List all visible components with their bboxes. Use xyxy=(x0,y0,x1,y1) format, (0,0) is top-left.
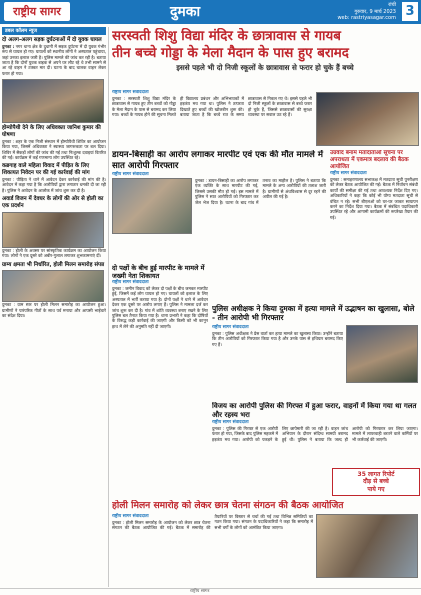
main-story-headline-block xyxy=(112,28,418,86)
badge-line2: दौड़ से बच्चे xyxy=(363,478,389,486)
holi-byline: राष्ट्रीय सागर संवाददाता xyxy=(112,514,149,519)
police-headline: पुलिस अधीक्षक ने किया दुमका में हत्या मामले में उद्भाषन का खुलासा, बोले - तीन आरोपी भी गिरफ्तार xyxy=(212,304,415,323)
edition-meta xyxy=(332,2,396,22)
left-story-1-body: दुमका : नगर थाना क्षेत्र के दुधानी में सड़क दुर्घटना में दो युवक गंभीर रूप से घायल हो गए। घायलों को स्थानीय लोगों ने अस्पताल पहुंचाया, जहां उनका इलाज जारी है। पुलिस मामले की जांच कर रही है। बताया जाता है कि दोनों युवक बाइक से अपने घर लौट रहे थे तभी सामने से आ रहे वाहन ने टक्कर मार दी। घटना के बाद चालक वाहन लेकर फरार हो गया। xyxy=(2,43,106,76)
left-story-3-headline: कब्रगाह वाले महिला विवाद में पीड़ित के लिए शिकायत निवेदन पर की गई कार्रवाई की मांग xyxy=(2,163,90,177)
footer-rule xyxy=(0,588,421,589)
left-story-2-photo xyxy=(2,79,104,123)
right-top-story xyxy=(330,150,418,300)
page-number: 3 xyxy=(402,2,418,21)
left-story-5-body: दुमका : ग्राम स्तर पर होली मिलन समारोह का आयोजन हुआ। ग्रामीणों ने पारंपरिक गीतों के साथ पर्व मनाया और आपसी भाईचारे का संदेश दिया। xyxy=(2,302,106,319)
two-sides-body: दुमका : जमीन विवाद को लेकर दो पक्षों के बीच जमकर मारपीट हुई, जिसमें कई लोग घायल हो गए। घायलों को इलाज के लिए अस्पताल में भर्ती कराया गया है। दोनों पक्षों ने थाने में आवेदन देकर एक दूसरे पर आरोप लगाए हैं। पुलिस ने मामला दर्ज कर जांच शुरू कर दी है। गांव में शांति व्यवस्था बनाए रखने के लिए पुलिस बल तैनात किया गया है। थाना प्रभारी ने कहा कि दोषियों के विरुद्ध कड़ी कार्रवाई की जाएगी और किसी को भी कानून हाथ में लेने की अनुमति नहीं दी जाएगी। xyxy=(112,286,208,329)
vijay-body: दुमका : पुलिस की गिरफ्त से एक आरोपी फरार हो गया, जिसके बाद पुलिस महकमे में हड़कंप मच गया। आरोपी को पकड़ने के लिए छापेमारी की जा रही है। वाहन जांच अभियान के दौरान संदिग्ध सामग्री बरामद हुई थी। पुलिस ने बताया कि जल्द ही आरोपी को गिरफ्तार कर लिया जाएगा। मामले में लापरवाही बरतने वाले कर्मियों पर भी कार्रवाई की जाएगी। xyxy=(212,426,418,442)
double-column-kicker: डबल कॉलम न्यूज xyxy=(2,27,106,35)
badge-line3: पाये गए xyxy=(367,485,385,493)
left-story-1-headline: दो अलग-अलग सड़क दुर्घटनाओं में दो युवक घायल xyxy=(2,37,102,43)
police-story xyxy=(212,304,418,398)
footer-text: राष्ट्रीय सागर xyxy=(190,589,210,594)
badge-line1: 35 लागत रिपोर्ट xyxy=(357,471,395,478)
right-top-headline: उग्रवाद बनाम मतादाताओं सूचना पर अपराधता में एकमात्र बदलाव की बैठक आयोजित xyxy=(330,150,409,170)
main-story-photo xyxy=(316,92,419,146)
main-subheadline: इससे पहले भी दो निजी स्कूलों के छात्रावास से फरार हो चुके हैं बच्चे xyxy=(176,63,354,72)
left-story-4-headline: अवार्ड विजन में देवघर के लोगों की ओर से होली का एक प्रदर्शन xyxy=(2,196,104,210)
dayan-story xyxy=(112,150,326,260)
dayan-byline: राष्ट्रीय सागर संवाददाता xyxy=(112,172,149,177)
police-byline: राष्ट्रीय सागर संवाददाता xyxy=(212,324,249,330)
main-headline-line1: सरस्वती शिशु विद्या मंदिर के छात्रावास से गायब xyxy=(112,29,341,44)
left-story-2-body: दुमका : शहर के एक निजी संस्थान में होम्योपैथी शिविर का आयोजन किया गया, जिसमें अधिवक्ता ने स्वास्थ्य जागरूकता पर बल दिया। शिविर में सैकड़ों लोगों की जांच की गई तथा निःशुल्क दवाइयां वितरित की गईं। कार्यक्रम में कई गणमान्य लोग उपस्थित रहे। xyxy=(2,138,106,161)
left-story-5-headline: ग्राम्य क्षमता भी निर्धारित, होली मिलन समारोह संपन्न xyxy=(2,261,105,268)
section-title: दुमका xyxy=(170,4,201,20)
right-top-byline: राष्ट्रीय सागर संवाददाता xyxy=(330,171,367,176)
masthead-bar xyxy=(0,0,421,24)
edition-website: web: rastriyasagar.com xyxy=(337,15,396,21)
left-story-4-photo xyxy=(2,212,104,248)
two-sides-story xyxy=(112,264,208,464)
main-headline-line2: तीन बच्चे गोड्डा के मेला मैदान के पास हुए बरामद xyxy=(112,46,349,61)
left-story-2-headline: होम्योपैथी देने के लिए अधिवक्ता जानिश कुमार की घोषणा xyxy=(2,125,101,139)
left-story-4-body: दुमका : होली के अवसर पर सांस्कृतिक कार्यक्रम का आयोजन किया गया। लोगों ने एक दूसरे को अबीर-गुलाल लगाकर शुभकामनाएं दीं। xyxy=(2,247,106,259)
right-top-body: दुमका : समाहरणालय सभाकक्ष में मतदाता सूची पुनरीक्षण को लेकर बैठक आयोजित की गई। बैठक में निर्वाचन संबंधी कार्यों की समीक्षा की गई तथा आवश्यक निर्देश दिए गए। अधिकारियों ने कहा कि कोई भी योग्य मतदाता सूची से वंचित न रहे। सभी बीएलओ को घर-घर जाकर सत्यापन करने का निर्देश दिया गया। बैठक में संबंधित पदाधिकारी उपस्थित रहे और आगामी कार्यक्रमों की रूपरेखा तैयार की गई। xyxy=(330,177,418,220)
vijay-byline: राष्ट्रीय सागर संवाददाता xyxy=(212,420,249,425)
two-sides-headline: दो पक्षों के बीच हुई मारपीट के मामले में जख्मी नेता शिकायत xyxy=(112,264,205,280)
holi-photo xyxy=(316,514,418,578)
two-sides-byline: राष्ट्रीय सागर संवाददाता xyxy=(112,280,149,285)
holi-story xyxy=(112,500,418,584)
brand-logo: राष्ट्रीय सागर xyxy=(4,2,70,21)
column-divider xyxy=(108,27,109,587)
holi-body: राष्ट्रीय सागर संवाददाता दुमका : होली मिलन समारोह के आयोजन को लेकर छात्र चेतना संगठन की बैठक आयोजित की गई। बैठक में समारोह की तैयारियों पर विस्तार से चर्चा की गई तथा विभिन्न समितियों का गठन किया गया। संगठन के पदाधिकारियों ने कहा कि समारोह में सभी वर्गों के लोगों को आमंत्रित किया जाएगा। xyxy=(112,514,313,531)
left-column xyxy=(2,27,106,587)
left-story-5-photo xyxy=(2,270,104,302)
dayan-body: दुमका : डायन-बिसाही का आरोप लगाकर एक व्यक्ति के साथ मारपीट की गई, जिससे उसकी मौत हो गई। इस मामले में पुलिस ने सात आरोपियों को गिरफ्तार कर जेल भेज दिया है। घटना के बाद गांव में तनाव का माहौल है। पुलिस ने बताया कि मामले के अन्य आरोपियों की तलाश जारी है। ग्रामीणों से अंधविश्वास से दूर रहने की अपील की गई है। xyxy=(195,178,326,205)
left-story-1-dateline: दुमका : xyxy=(2,43,15,49)
main-story-body: राष्ट्रीय सागर संवाददाता दुमका : सरस्वती शिशु विद्या मंदिर के छात्रावास से गायब हुए तीन बच्चों को गोड्डा के मेला मैदान के पास से बरामद कर लिया गया। बच्चों के गायब होने की सूचना मिलते ही विद्यालय प्रबंधन और अभिभावकों में हड़कंप मच गया था। पुलिस ने तत्परता दिखाते हुए बच्चों की खोजबीन शुरू की। बताया जाता है कि बच्चे रात के समय छात्रावास से निकल गए थे। इससे पहले भी दो निजी स्कूलों के छात्रावास से बच्चे फरार हो चुके हैं, जिससे छात्रावासों की सुरक्षा व्यवस्था पर सवाल उठ रहे हैं। xyxy=(112,90,312,118)
dayan-photo xyxy=(112,178,192,234)
dayan-headline: डायन-बिसाही का आरोप लगाकर मारपीट एवं एक की मौत मामले में सात आरोपी गिरफ्तार xyxy=(112,150,324,171)
vijay-headline: विजय का आरोपी पुलिस की गिरफ्त में हुआ फरार, वाहनों में किया गया था गलत और रहस्य भरा xyxy=(212,402,417,419)
holi-headline: होली मिलन समारोह को लेकर छात्र चेतना संगठन की बैठक आयोजित xyxy=(112,500,344,511)
edition-date: गुरुवार, 9 मार्च 2023 xyxy=(354,8,396,15)
police-body: राष्ट्रीय सागर संवाददाता दुमका : पुलिस अधीक्षक ने प्रेस वार्ता कर हत्या मामले का खुलासा किया। उन्होंने बताया कि तीन आरोपियों को गिरफ्तार किया गया है और उनके पास से हथियार बरामद किए गए हैं। xyxy=(212,324,343,347)
police-photo xyxy=(346,325,418,383)
main-byline: राष्ट्रीय सागर संवाददाता xyxy=(112,90,149,95)
right-badge xyxy=(332,468,420,496)
edition-city: रांची xyxy=(388,2,396,8)
left-story-3-body: दुमका : पीड़िता ने थाने में आवेदन देकर कार्रवाई की मांग की है। आवेदन में कहा गया है कि आरोपियों द्वारा लगातार धमकी दी जा रही है। पुलिस ने आवेदन के आलोक में जांच शुरू कर दी है। xyxy=(2,177,106,193)
